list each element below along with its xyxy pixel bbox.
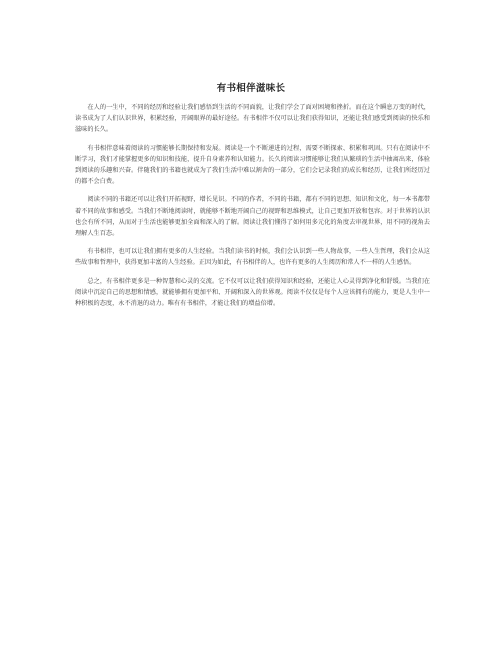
paragraph-4: 有书相伴，也可以让我们拥有更多的人生经验。当我们读书的时候，我们会认识到一些人物故事，一些人生哲理，我们会从这些故事和哲理中，获得更加丰富的人生经验。正因为如此，有书相伴的人，也许有更多的人生阅历和常人不一样的人生感悟。	[75, 248, 430, 267]
paragraph-3: 阅读不同的书籍还可以让我们开拓视野，增长见识。不同的作者，不同的书籍，都有不同的思想、知识和文化，每一本书都带着不同的故事和感受。当我们不断地阅读时，就能够不断地开阔自己的视野和思维模式，让自己更加开放和包容。对于世界的认识也会有所不同，从而对于生活也能够更加全面和深入的了解。阅读让我们懂得了如何用多元化的角度去审视世界，用不同的视角去理解人生百态。	[75, 196, 430, 238]
document-title: 有书相伴滋味长	[216, 83, 286, 94]
document-body	[75, 102, 430, 316]
paragraph-5: 总之，有书相伴更多是一种智慧和心灵的交流。它不仅可以让我们获得知识和经验，还能让人心灵得到净化和舒缓。当我们在阅读中沉淀自己的思想和情感，就能够拥有更加平和、开阔和深入的世界观。阅读不仅仅是每个人应该拥有的能力，更是人生中一种积极的态度，永不消退的动力。唯有有书相伴，才能让我们的增益倍增。	[75, 277, 430, 308]
paragraph-1: 在人的一生中，不同的经历和经验让我们感悟到生活的不同面貌，让我们学会了面对困境和挫折。而在这个瞬息万变的时代，读书成为了人们认识世界，积累经验，开阔眼界的最好途径。有书相伴不仅可以让我们获得知识，还能让我们感受到阅读的快乐和滋味的长久。	[75, 104, 430, 134]
paragraph-2: 有书相伴意味着阅读的习惯能够长期保持和发展。阅读是一个不断递进的过程，需要不断探索、积累和巩固。只有在阅读中不断学习，我们才能掌握更多的知识和技能，提升自身素养和认知能力。长久的阅读习惯能够让我们从繁琐的生活中抽离出来，体验到阅读的乐趣和兴奋。伴随我们的书籍也就成为了我们生活中难以割舍的一部分，它们会记录我们的成长和经历，让我们所经历过的都不会白费。	[75, 144, 430, 186]
